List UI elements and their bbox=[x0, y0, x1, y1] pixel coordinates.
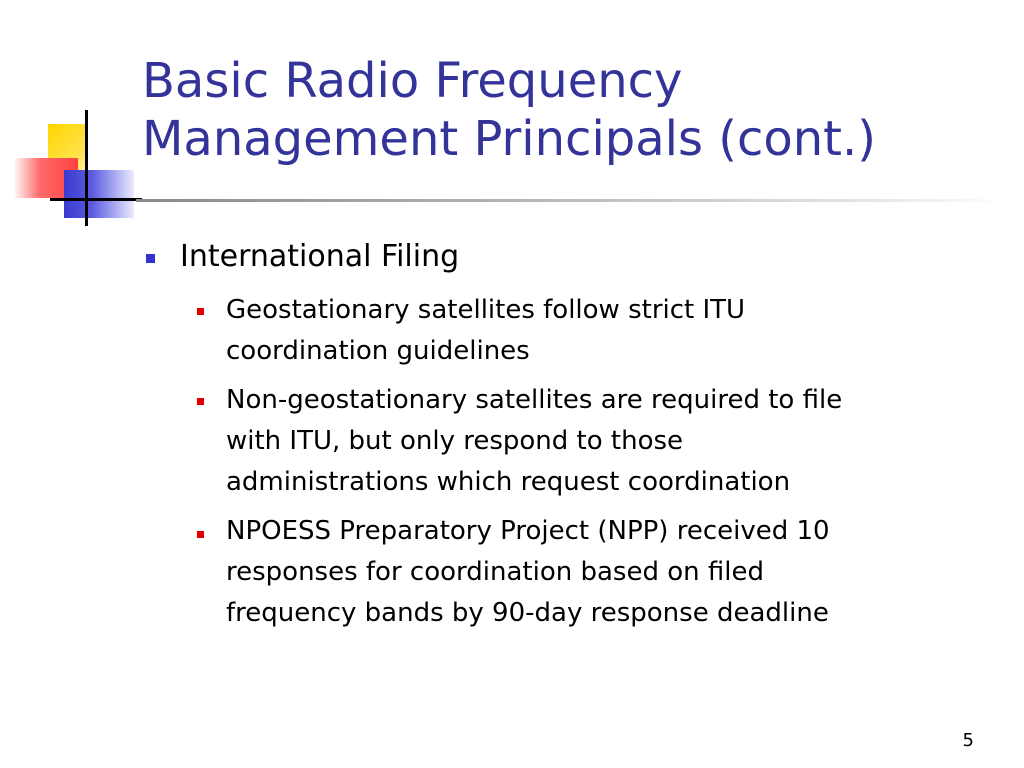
sub-bullet-line: frequency bands by 90-day response deadline bbox=[226, 598, 829, 628]
sub-bullet-line: responses for coordination based on filed bbox=[226, 557, 764, 587]
sub-bullet-line: with ITU, but only respond to those bbox=[226, 426, 684, 456]
page-number: 5 bbox=[962, 730, 974, 751]
sub-bullet-line: Non-geostationary satellites are required to file bbox=[226, 385, 843, 415]
bullet-square-icon bbox=[146, 254, 155, 263]
sub-bullet-square-icon bbox=[197, 531, 204, 538]
sub-bullet-square-icon bbox=[197, 398, 204, 405]
sub-bullet-line: NPOESS Preparatory Project (NPP) received 10 bbox=[226, 516, 830, 546]
slide-title-line-2: Management Principals (cont.) bbox=[142, 111, 876, 167]
sub-bullet-non-geostationary bbox=[226, 380, 996, 503]
sub-bullet-geostationary bbox=[226, 290, 996, 372]
sub-bullet-line: coordination guidelines bbox=[226, 336, 530, 366]
sub-bullet-line: administrations which request coordination bbox=[226, 467, 791, 497]
bullet-international-filing: International Filing bbox=[180, 239, 460, 274]
slide-title-line-1: Basic Radio Frequency bbox=[142, 53, 683, 109]
sub-bullet-line: Geostationary satellites follow strict ITU bbox=[226, 295, 746, 325]
sub-bullet-square-icon bbox=[197, 308, 204, 315]
sub-bullet-npp bbox=[226, 511, 996, 634]
